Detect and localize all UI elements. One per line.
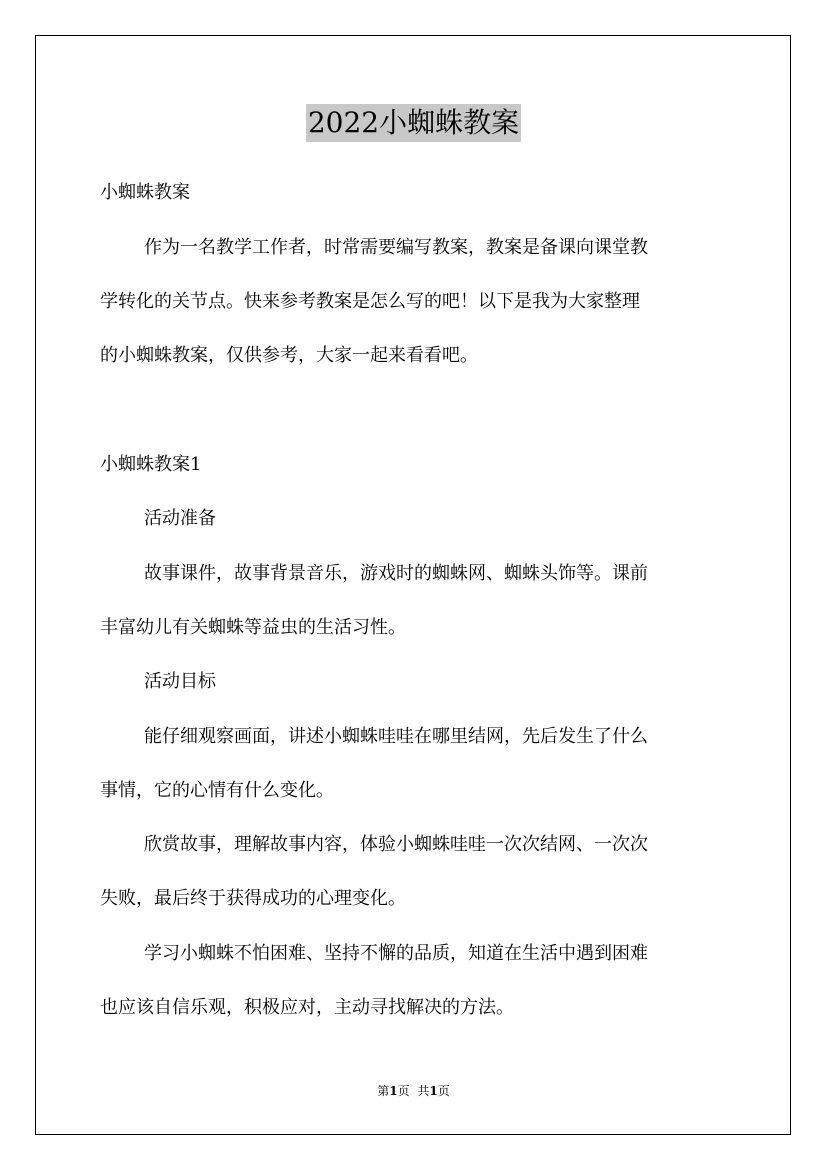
footer-total-suffix: 页 [437, 1084, 450, 1098]
goal-line-2: 事情，它的心情有什么变化。 [100, 780, 334, 801]
goal-line-3: 欣赏故事，理解故事内容，体验小蜘蛛哇哇一次次结网、一次次 [144, 834, 648, 855]
goal-heading: 活动目标 [144, 671, 216, 692]
document-title: 2022小蜘蛛教案 [306, 104, 521, 142]
intro-line-3: 的小蜘蛛教案，仅供参考，大家一起来看看吧。 [100, 345, 478, 366]
page-footer [0, 1083, 827, 1099]
footer-page-suffix: 页 [397, 1084, 410, 1098]
section-heading: 小蜘蛛教案1 [100, 454, 202, 475]
intro-line-2: 学转化的关节点。快来参考教案是怎么写的吧！以下是我为大家整理 [100, 291, 640, 312]
footer-page-prefix: 第 [377, 1084, 390, 1098]
footer-total-prefix: 共 [417, 1084, 430, 1098]
goal-line-1: 能仔细观察画面，讲述小蜘蛛哇哇在哪里结网，先后发生了什么 [144, 726, 648, 747]
document-subtitle: 小蜘蛛教案 [100, 182, 190, 203]
goal-line-6: 也应该自信乐观，积极应对，主动寻找解决的方法。 [100, 997, 514, 1018]
footer-page-total: 1 [429, 1084, 438, 1098]
title-container [0, 104, 827, 142]
goal-line-4: 失败，最后终于获得成功的心理变化。 [100, 888, 406, 909]
prep-line-1: 故事课件，故事背景音乐，游戏时的蜘蛛网、蜘蛛头饰等。课前 [144, 563, 648, 584]
goal-line-5: 学习小蜘蛛不怕困难、坚持不懈的品质，知道在生活中遇到困难 [144, 943, 648, 964]
prep-heading: 活动准备 [144, 508, 216, 529]
prep-line-2: 丰富幼儿有关蜘蛛等益虫的生活习性。 [100, 617, 406, 638]
footer-page-current: 1 [389, 1084, 398, 1098]
intro-line-1: 作为一名教学工作者，时常需要编写教案，教案是备课向课堂教 [144, 237, 648, 258]
